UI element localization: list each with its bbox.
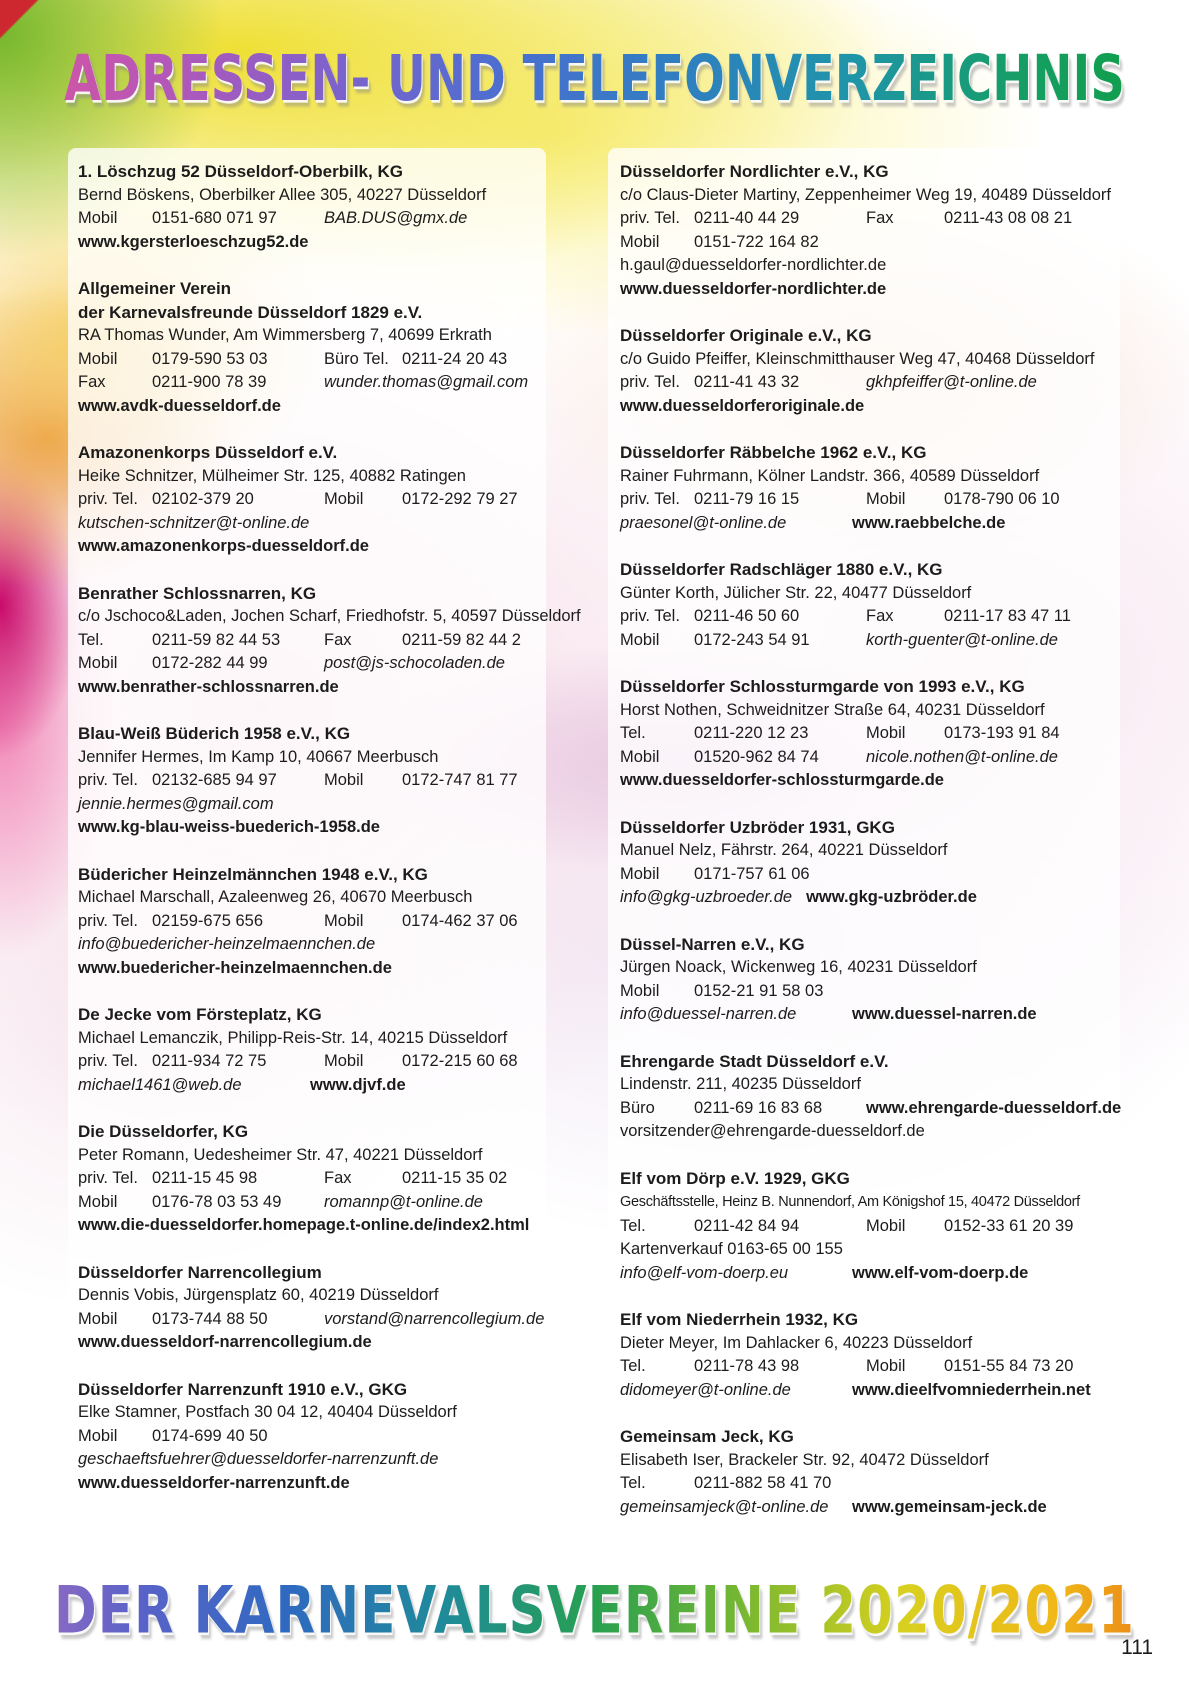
entry-line <box>78 348 536 372</box>
entry-line <box>620 980 1110 1004</box>
club-name: Düsseldorfer Radschläger 1880 e.V., KG <box>620 560 943 579</box>
website-url: www.duesseldorfer-narrenzunft.de <box>78 1473 350 1492</box>
phone-number: 0211-69 16 83 68 <box>694 1098 823 1117</box>
address-line: c/o Guido Pfeiffer, Kleinschmitthauser Weg 47, 40468 Düsseldorf <box>620 349 1095 368</box>
entry-line <box>620 605 1110 629</box>
club-name: Elf vom Dörp e.V. 1929, GKG <box>620 1168 850 1188</box>
address-line: Jennifer Hermes, Im Kamp 10, 40667 Meerbusch <box>78 747 439 766</box>
entry-line <box>620 582 1110 606</box>
phone-label: Fax <box>866 607 894 625</box>
entry-line <box>620 278 1110 302</box>
phone-number: 0174-699 40 50 <box>152 1426 268 1445</box>
phone-number: 0211-24 20 43 <box>402 349 508 368</box>
directory-entry <box>620 1167 1110 1286</box>
club-name: Düsseldorfer Uzbröder 1931, GKG <box>620 817 895 837</box>
entry-line <box>78 1050 536 1074</box>
club-name: Amazonenkorps Düsseldorf e.V. <box>78 443 338 462</box>
directory-column-left <box>68 148 581 1509</box>
email-address: nicole.nothen@t-online.de <box>866 747 1058 766</box>
entry-line <box>78 1284 536 1308</box>
phone-number: 0174-462 37 06 <box>402 911 518 930</box>
directory-entry <box>620 558 1110 652</box>
website-url: www.amazonenkorps-duesseldorf.de <box>78 537 369 555</box>
email-address: gkhpfeiffer@t-online.de <box>866 373 1037 391</box>
entry-line <box>78 1074 536 1098</box>
entry-line <box>620 184 1110 208</box>
website-url: www.die-duesseldorfer.homepage.t-online.de/index2.html <box>78 1216 530 1234</box>
address-line: c/o Jschoco&Laden, Jochen Scharf, Friedhofstr. 5, 40597 Düsseldorf <box>78 607 581 625</box>
phone-label: priv. Tel. <box>78 911 138 930</box>
phone-number: 0171-757 61 06 <box>694 864 810 883</box>
website-url: www.djvf.de <box>310 1075 406 1094</box>
phone-label: Mobil <box>324 911 364 930</box>
club-name: Düssel-Narren e.V., KG <box>620 934 805 954</box>
phone-label: Fax <box>78 373 106 391</box>
phone-number: 0173-744 88 50 <box>152 1309 268 1328</box>
entry-line <box>78 676 536 700</box>
address-line: RA Thomas Wunder, Am Wimmersberg 7, 40699 Erkrath <box>78 326 492 344</box>
entry-line <box>78 207 536 231</box>
club-name: Düsseldorfer Narrencollegium <box>78 1262 322 1282</box>
phone-number: 0172-282 44 99 <box>152 654 268 672</box>
phone-label: Mobil <box>620 864 660 883</box>
phone-number: 0211-40 44 29 <box>694 209 800 227</box>
website-url: www.duesseldorf-narrencollegium.de <box>78 1333 372 1351</box>
phone-label: priv. Tel. <box>620 490 680 508</box>
phone-number: 0211-59 82 44 2 <box>402 630 521 649</box>
address-line: Heike Schnitzer, Mülheimer Str. 125, 40882 Ratingen <box>78 466 466 485</box>
phone-label: priv. Tel. <box>78 771 138 789</box>
phone-number: 0176-78 03 53 49 <box>152 1192 282 1211</box>
phone-label: Mobil <box>78 209 118 227</box>
phone-number: 0172-243 54 91 <box>694 630 810 649</box>
entry-line <box>78 652 536 676</box>
email-address: info@elf-vom-doerp.eu <box>620 1263 789 1282</box>
phone-label: Mobil <box>324 490 364 508</box>
entry-line <box>620 207 1110 231</box>
phone-number: 0211-900 78 39 <box>152 373 267 391</box>
phone-label: Tel. <box>78 630 104 649</box>
directory-entry <box>78 1003 536 1097</box>
entry-line <box>620 465 1110 489</box>
phone-label: Tel. <box>620 1357 646 1375</box>
website-url: www.avdk-duesseldorf.de <box>78 396 281 415</box>
email-address: info@buedericher-heinzelmaennchen.de <box>78 935 376 953</box>
entry-line <box>620 348 1110 372</box>
phone-number: 0211-43 08 08 21 <box>944 209 1073 227</box>
address-line: Bernd Böskens, Oberbilker Allee 305, 40227 Düsseldorf <box>78 185 487 204</box>
page-number: 111 <box>1121 1636 1153 1659</box>
address-line: Elke Stamner, Postfach 30 04 12, 40404 Düsseldorf <box>78 1403 457 1421</box>
entry-line <box>620 395 1110 419</box>
entry-line <box>78 184 536 208</box>
phone-label: priv. Tel. <box>78 490 138 508</box>
address-line: Horst Nothen, Schweidnitzer Straße 64, 40231 Düsseldorf <box>620 700 1045 719</box>
club-name: der Karnevalsfreunde Düsseldorf 1829 e.V. <box>78 302 423 322</box>
phone-label: Fax <box>866 209 894 227</box>
address-line: Dennis Vobis, Jürgensplatz 60, 40219 Düsseldorf <box>78 1286 439 1304</box>
entry-line <box>620 1073 1110 1097</box>
phone-label: Tel. <box>620 724 646 742</box>
phone-number: 0211-15 35 02 <box>402 1169 508 1187</box>
phone-number: 02132-685 94 97 <box>152 771 277 789</box>
entry-line <box>78 488 536 512</box>
phone-number: 02159-675 656 <box>152 911 264 930</box>
phone-number: 0211-17 83 47 11 <box>944 607 1071 625</box>
phone-label: Mobil <box>866 490 906 508</box>
club-name: 1. Löschzug 52 Düsseldorf-Oberbilk, KG <box>78 162 403 181</box>
email-address: korth-guenter@t-online.de <box>866 630 1058 649</box>
phone-label: Fax <box>324 1169 352 1187</box>
phone-number: 0211-41 43 32 <box>694 373 800 391</box>
directory-entry <box>78 441 536 559</box>
phone-number: 0211-220 12 23 <box>694 724 809 742</box>
entry-line <box>78 1144 536 1168</box>
entry-line <box>620 1355 1110 1379</box>
phone-label: Mobil <box>78 1426 118 1445</box>
entry-line <box>620 1003 1110 1027</box>
phone-number: 0211-42 84 94 <box>694 1216 800 1235</box>
email-address: gemeinsamjeck@t-online.de <box>620 1497 829 1516</box>
phone-label: Mobil <box>620 232 660 251</box>
website-url: www.ehrengarde-duesseldorf.de <box>866 1098 1122 1117</box>
entry-line <box>620 886 1110 910</box>
email-address: jennie.hermes@gmail.com <box>78 794 274 813</box>
entry-line <box>620 512 1110 536</box>
phone-number: 0172-747 81 77 <box>402 771 518 789</box>
phone-label: Mobil <box>324 771 364 789</box>
entry-line <box>78 1027 536 1051</box>
entry-line <box>78 1167 536 1191</box>
entry-line <box>620 1472 1110 1496</box>
entry-line <box>620 1496 1110 1520</box>
address-line: Michael Marschall, Azaleenweg 26, 40670 Meerbusch <box>78 888 473 906</box>
entry-line <box>78 465 536 489</box>
club-name: Ehrengarde Stadt Düsseldorf e.V. <box>620 1051 889 1071</box>
email-address: romannp@t-online.de <box>324 1192 483 1211</box>
entry-line <box>78 933 536 957</box>
entry-line <box>78 629 536 653</box>
phone-number: 0211-934 72 75 <box>152 1052 267 1070</box>
phone-number: 02102-379 20 <box>152 490 254 508</box>
phone-label: Mobil <box>324 1052 364 1070</box>
directory-columns <box>68 148 1120 1533</box>
email-address: post@js-schocoladen.de <box>324 654 505 672</box>
email-address: vorsitzender@ehrengarde-duesseldorf.de <box>620 1122 925 1140</box>
phone-number: 0151-722 164 82 <box>694 232 819 251</box>
phone-label: Fax <box>324 630 352 649</box>
phone-label: Mobil <box>78 1192 118 1211</box>
entry-line <box>620 629 1110 653</box>
club-name: Düsseldorfer Originale e.V., KG <box>620 326 872 345</box>
phone-label: priv. Tel. <box>620 373 680 391</box>
phone-number: 0211-78 43 98 <box>694 1357 800 1375</box>
entry-line <box>78 1191 536 1215</box>
directory-entry <box>620 441 1110 535</box>
club-name: Düsseldorfer Nordlichter e.V., KG <box>620 162 889 181</box>
entry-line <box>620 1097 1122 1121</box>
entry-line <box>620 1262 1110 1286</box>
entry-line <box>78 371 536 395</box>
website-url: www.gemeinsam-jeck.de <box>852 1497 1047 1516</box>
entry-line <box>78 1401 536 1425</box>
entry-line <box>78 746 536 770</box>
phone-label: priv. Tel. <box>620 607 680 625</box>
phone-number: 0211-59 82 44 53 <box>152 630 281 649</box>
address-line: Lindenstr. 211, 40235 Düsseldorf <box>620 1075 861 1093</box>
phone-label: priv. Tel. <box>78 1169 138 1187</box>
phone-number: 0211-15 45 98 <box>152 1169 258 1187</box>
club-name: Blau-Weiß Büderich 1958 e.V., KG <box>78 724 351 743</box>
entry-line <box>620 1190 1110 1215</box>
phone-number: 0152-21 91 58 03 <box>694 981 824 1000</box>
website-url: www.buedericher-heinzelmaennchen.de <box>78 958 392 977</box>
phone-number: 0152-33 61 20 39 <box>944 1216 1074 1235</box>
phone-label: priv. Tel. <box>78 1052 138 1070</box>
email-address: geschaeftsfuehrer@duesseldorfer-narrenzunft.de <box>78 1450 439 1468</box>
club-name: Düsseldorfer Schlossturmgarde von 1993 e.V., KG <box>620 677 1025 696</box>
email-address: michael1461@web.de <box>78 1075 242 1094</box>
phone-number: 0173-193 91 84 <box>944 724 1060 742</box>
club-name: Benrather Schlossnarren, KG <box>78 583 317 603</box>
entry-line <box>620 371 1110 395</box>
entry-line <box>620 699 1110 723</box>
entry-line <box>620 746 1110 770</box>
email-address: vorstand@narrencollegium.de <box>324 1309 545 1328</box>
address-line: Jürgen Noack, Wickenweg 16, 40231 Düsseldorf <box>620 958 977 976</box>
address-line: Peter Romann, Uedesheimer Str. 47, 40221 Düsseldorf <box>78 1145 483 1164</box>
address-line: Elisabeth Iser, Brackeler Str. 92, 40472 Düsseldorf <box>620 1450 989 1469</box>
directory-entry <box>78 277 536 418</box>
email-address: h.gaul@duesseldorfer-nordlichter.de <box>620 256 887 274</box>
address-line: Günter Korth, Jülicher Str. 22, 40477 Düsseldorf <box>620 583 972 602</box>
directory-entry <box>620 675 1110 793</box>
entry-line <box>620 1332 1110 1356</box>
website-url: www.elf-vom-doerp.de <box>852 1263 1029 1282</box>
club-name: Düsseldorfer Räbbelche 1962 e.V., KG <box>620 443 927 462</box>
phone-label: Mobil <box>620 747 660 766</box>
club-name: De Jecke vom Försteplatz, KG <box>78 1005 322 1024</box>
website-url: www.gkg-uzbröder.de <box>806 888 977 906</box>
entry-line <box>78 886 536 910</box>
phone-number: 0151-680 071 97 <box>152 209 277 227</box>
entry-line <box>78 793 536 817</box>
directory-entry <box>620 1308 1110 1402</box>
entry-line <box>78 1448 536 1472</box>
directory-entry <box>620 1050 1122 1144</box>
directory-entry <box>620 160 1110 301</box>
footer-title: DER KARNEVALSVEREINE 2020/2021 <box>0 1573 1189 1648</box>
club-name: Elf vom Niederrhein 1932, KG <box>620 1310 859 1329</box>
entry-line <box>620 488 1110 512</box>
entry-line <box>78 395 536 419</box>
phone-number: Kartenverkauf 0163-65 00 155 <box>620 1240 843 1258</box>
entry-line <box>78 1308 545 1332</box>
club-name: Gemeinsam Jeck, KG <box>620 1427 794 1446</box>
entry-line <box>620 1449 1110 1473</box>
entry-line <box>620 1215 1110 1239</box>
address-line: Rainer Fuhrmann, Kölner Landstr. 366, 40589 Düsseldorf <box>620 466 1040 485</box>
directory-entry <box>620 816 1110 910</box>
phone-label: Mobil <box>78 349 118 368</box>
directory-entry <box>620 933 1110 1027</box>
entry-line <box>78 535 536 559</box>
phone-label: Büro Tel. <box>324 349 389 368</box>
website-url: www.raebbelche.de <box>852 513 1006 532</box>
entry-line <box>78 910 536 934</box>
phone-label: Mobil <box>78 654 118 672</box>
directory-entry <box>78 1378 536 1496</box>
entry-line <box>620 839 1110 863</box>
phone-label: Mobil <box>620 981 660 1000</box>
entry-line <box>620 254 1110 278</box>
phone-number: 01520-962 84 74 <box>694 747 819 766</box>
directory-column-right <box>608 148 1120 1533</box>
website-url: www.duessel-narren.de <box>852 1005 1037 1023</box>
phone-number: 0211-46 50 60 <box>694 607 800 625</box>
email-address: praesonel@t-online.de <box>620 513 787 532</box>
phone-number: 0151-55 84 73 20 <box>944 1357 1074 1375</box>
email-address: wunder.thomas@gmail.com <box>324 373 529 391</box>
entry-line <box>78 1214 536 1238</box>
address-line: Dieter Meyer, Im Dahlacker 6, 40223 Düsseldorf <box>620 1333 973 1352</box>
phone-label: Mobil <box>866 1357 906 1375</box>
phone-label: Tel. <box>620 1474 646 1492</box>
directory-entry <box>78 722 536 840</box>
directory-entry <box>78 160 536 254</box>
phone-label: Büro <box>620 1098 655 1117</box>
website-url: www.kg-blau-weiss-buederich-1958.de <box>78 818 380 836</box>
club-name: Düsseldorfer Narrenzunft 1910 e.V., GKG <box>78 1379 408 1399</box>
phone-label: Mobil <box>866 724 906 742</box>
phone-label: Mobil <box>78 1309 118 1328</box>
entry-line <box>620 1238 1110 1262</box>
club-name: Allgemeiner Verein <box>78 279 232 298</box>
address-line: c/o Claus-Dieter Martiny, Zeppenheimer Weg 19, 40489 Düsseldorf <box>620 185 1111 204</box>
phone-number: 0211-79 16 15 <box>694 490 800 508</box>
address-line: Geschäftsstelle, Heinz B. Nunnendorf, Am Königshof 15, 40472 Düsseldorf <box>620 1194 1080 1210</box>
directory-entry <box>78 863 536 981</box>
directory-entry <box>78 582 581 700</box>
entry-line <box>620 956 1110 980</box>
email-address: info@duessel-narren.de <box>620 1005 797 1023</box>
club-name: Büdericher Heinzelmännchen 1948 e.V., KG <box>78 864 428 884</box>
website-url: www.duesseldorfer-nordlichter.de <box>620 279 887 298</box>
entry-line <box>78 231 536 255</box>
entry-line <box>78 1472 536 1496</box>
email-address: kutschen-schnitzer@t-online.de <box>78 513 310 532</box>
entry-line <box>78 1331 536 1355</box>
website-url: www.dieelfvomniederrhein.net <box>852 1380 1091 1399</box>
website-url: www.kgersterloeschzug52.de <box>78 232 309 251</box>
entry-line <box>78 605 581 629</box>
entry-line <box>78 769 536 793</box>
phone-number: 0178-790 06 10 <box>944 490 1060 508</box>
entry-line <box>620 1120 1110 1144</box>
entry-line <box>78 324 536 348</box>
email-address: BAB.DUS@gmx.de <box>324 209 468 227</box>
phone-number: 0211-882 58 41 70 <box>694 1474 832 1492</box>
phone-label: Mobil <box>866 1216 906 1235</box>
entry-line <box>620 769 1110 793</box>
address-line: Manuel Nelz, Fährstr. 264, 40221 Düsseldorf <box>620 841 948 859</box>
address-line: Michael Lemanczik, Philipp-Reis-Str. 14, 40215 Düsseldorf <box>78 1028 508 1047</box>
directory-entry <box>78 1120 536 1238</box>
entry-line <box>78 512 536 536</box>
phone-label: Tel. <box>620 1216 646 1235</box>
phone-number: 0172-215 60 68 <box>402 1052 518 1070</box>
entry-line <box>620 231 1110 255</box>
phone-number: 0172-292 79 27 <box>402 490 518 508</box>
entry-line <box>78 957 536 981</box>
entry-line <box>78 1425 536 1449</box>
website-url: www.benrather-schlossnarren.de <box>78 677 339 696</box>
phone-label: priv. Tel. <box>620 209 680 227</box>
directory-entry <box>78 1261 545 1355</box>
entry-line <box>620 1379 1110 1403</box>
email-address: info@gkg-uzbroeder.de <box>620 888 793 906</box>
website-url: www.duesseldorfer-schlossturmgarde.de <box>620 771 944 789</box>
entry-line <box>620 722 1110 746</box>
directory-entry <box>620 324 1110 418</box>
entry-line <box>620 863 1110 887</box>
phone-label: Mobil <box>620 630 660 649</box>
page-title: ADRESSEN- UND TELEFONVERZEICHNIS <box>0 42 1189 116</box>
directory-entry <box>620 1425 1110 1519</box>
email-address: didomeyer@t-online.de <box>620 1380 791 1399</box>
club-name: Die Düsseldorfer, KG <box>78 1122 249 1141</box>
website-url: www.duesseldorferoriginale.de <box>620 396 865 415</box>
entry-line <box>78 816 536 840</box>
phone-number: 0179-590 53 03 <box>152 349 268 368</box>
